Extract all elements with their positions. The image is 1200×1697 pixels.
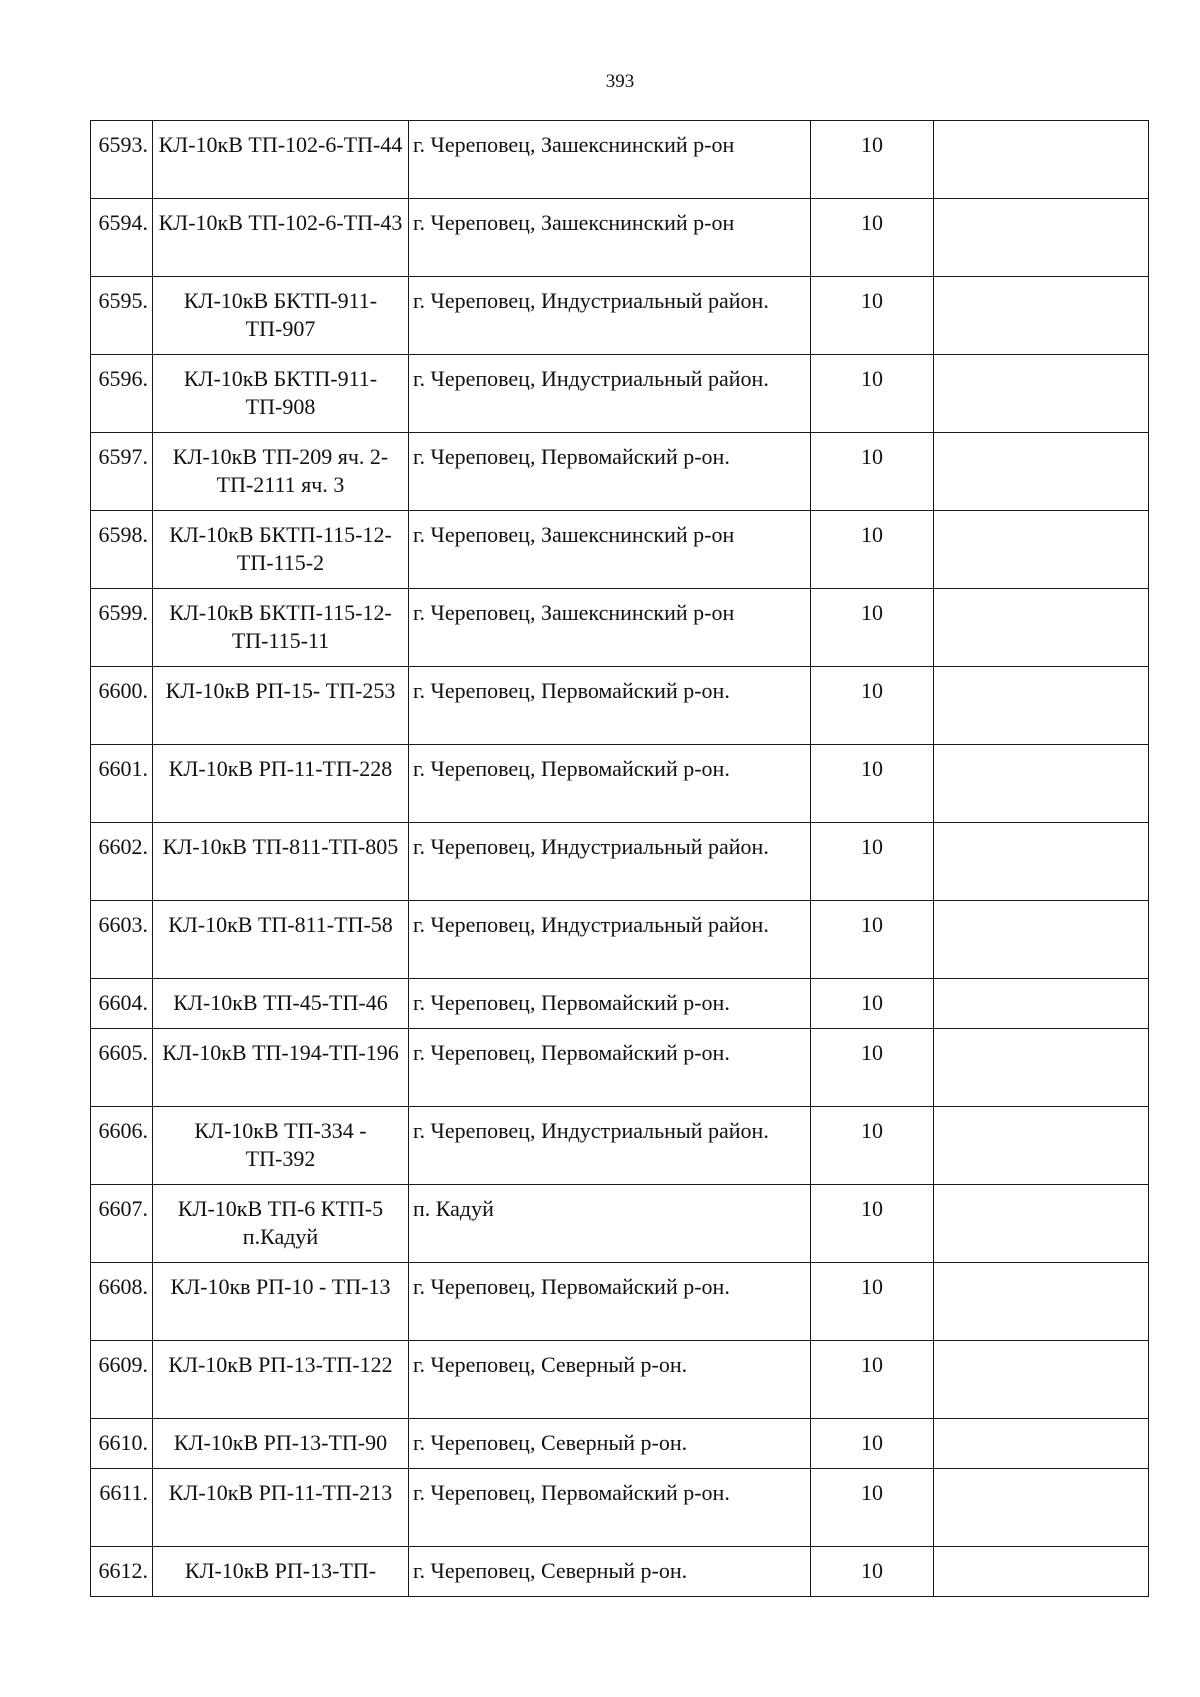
cable-line-name-cell: КЛ-10кв РП-10 - ТП-13 xyxy=(153,1263,409,1341)
row-number-cell: 6604. xyxy=(91,979,153,1029)
voltage-cell: 10 xyxy=(811,355,934,433)
cable-line-name-cell: КЛ-10кВ РП-11-ТП-228 xyxy=(153,745,409,823)
notes-cell xyxy=(934,823,1149,901)
location-cell: г. Череповец, Первомайский р-он. xyxy=(409,667,811,745)
location-cell: г. Череповец, Индустриальный район. xyxy=(409,355,811,433)
voltage-cell: 10 xyxy=(811,1185,934,1263)
row-number-cell: 6601. xyxy=(91,745,153,823)
notes-cell xyxy=(934,1419,1149,1469)
location-cell: г. Череповец, Северный р-он. xyxy=(409,1419,811,1469)
cable-line-name-cell: КЛ-10кВ ТП-209 яч. 2-ТП-2111 яч. 3 xyxy=(153,433,409,511)
notes-cell xyxy=(934,1107,1149,1185)
table-row xyxy=(91,1263,1149,1341)
cable-line-name-cell: КЛ-10кВ ТП-6 КТП-5 п.Кадуй xyxy=(153,1185,409,1263)
location-cell: г. Череповец, Северный р-он. xyxy=(409,1547,811,1597)
location-cell: г. Череповец, Зашекснинский р-он xyxy=(409,121,811,199)
row-number-cell: 6602. xyxy=(91,823,153,901)
location-cell: г. Череповец, Индустриальный район. xyxy=(409,823,811,901)
voltage-cell: 10 xyxy=(811,199,934,277)
table-row xyxy=(91,1185,1149,1263)
voltage-cell: 10 xyxy=(811,1419,934,1469)
notes-cell xyxy=(934,1029,1149,1107)
location-cell: г. Череповец, Первомайский р-он. xyxy=(409,433,811,511)
cable-line-name-cell: КЛ-10кВ ТП-102-6-ТП-44 xyxy=(153,121,409,199)
notes-cell xyxy=(934,1469,1149,1547)
voltage-cell: 10 xyxy=(811,1263,934,1341)
voltage-cell: 10 xyxy=(811,433,934,511)
table-row xyxy=(91,199,1149,277)
cable-line-name-cell: КЛ-10кВ ТП-811-ТП-805 xyxy=(153,823,409,901)
table-row xyxy=(91,589,1149,667)
notes-cell xyxy=(934,1263,1149,1341)
voltage-cell: 10 xyxy=(811,667,934,745)
notes-cell xyxy=(934,121,1149,199)
cable-line-name-cell: КЛ-10кВ БКТП-115-12-ТП-115-2 xyxy=(153,511,409,589)
row-number-cell: 6607. xyxy=(91,1185,153,1263)
location-cell: г. Череповец, Индустриальный район. xyxy=(409,277,811,355)
cable-line-name-cell: КЛ-10кВ ТП-334 - ТП-392 xyxy=(153,1107,409,1185)
voltage-cell: 10 xyxy=(811,745,934,823)
table-row xyxy=(91,745,1149,823)
cable-line-name-cell: КЛ-10кВ БКТП-911-ТП-907 xyxy=(153,277,409,355)
voltage-cell: 10 xyxy=(811,1547,934,1597)
row-number-cell: 6594. xyxy=(91,199,153,277)
table-row xyxy=(91,1341,1149,1419)
cable-line-name-cell: КЛ-10кВ ТП-811-ТП-58 xyxy=(153,901,409,979)
table-row xyxy=(91,511,1149,589)
notes-cell xyxy=(934,1341,1149,1419)
cable-line-name-cell: КЛ-10кВ ТП-45-ТП-46 xyxy=(153,979,409,1029)
notes-cell xyxy=(934,433,1149,511)
cable-line-name-cell: КЛ-10кВ РП-15- ТП-253 xyxy=(153,667,409,745)
notes-cell xyxy=(934,901,1149,979)
notes-cell xyxy=(934,1547,1149,1597)
location-cell: г. Череповец, Зашекснинский р-он xyxy=(409,199,811,277)
table-row xyxy=(91,1029,1149,1107)
voltage-cell: 10 xyxy=(811,1029,934,1107)
voltage-cell: 10 xyxy=(811,1107,934,1185)
cable-line-name-cell: КЛ-10кВ РП-13-ТП-122 xyxy=(153,1341,409,1419)
cable-line-name-cell: КЛ-10кВ РП-11-ТП-213 xyxy=(153,1469,409,1547)
row-number-cell: 6605. xyxy=(91,1029,153,1107)
cable-line-name-cell: КЛ-10кВ РП-13-ТП-90 xyxy=(153,1419,409,1469)
notes-cell xyxy=(934,667,1149,745)
location-cell: г. Череповец, Северный р-он. xyxy=(409,1341,811,1419)
table-row xyxy=(91,1469,1149,1547)
location-cell: г. Череповец, Зашекснинский р-он xyxy=(409,511,811,589)
row-number-cell: 6595. xyxy=(91,277,153,355)
cable-line-name-cell: КЛ-10кВ БКТП-115-12-ТП-115-11 xyxy=(153,589,409,667)
table-row xyxy=(91,979,1149,1029)
voltage-cell: 10 xyxy=(811,1469,934,1547)
location-cell: г. Череповец, Первомайский р-он. xyxy=(409,1029,811,1107)
row-number-cell: 6606. xyxy=(91,1107,153,1185)
notes-cell xyxy=(934,199,1149,277)
notes-cell xyxy=(934,277,1149,355)
location-cell: г. Череповец, Первомайский р-он. xyxy=(409,979,811,1029)
voltage-cell: 10 xyxy=(811,1341,934,1419)
notes-cell xyxy=(934,979,1149,1029)
cable-line-registry-table xyxy=(90,120,1149,1597)
page-number: 393 xyxy=(605,71,635,92)
notes-cell xyxy=(934,511,1149,589)
table-row xyxy=(91,1107,1149,1185)
voltage-cell: 10 xyxy=(811,121,934,199)
cable-line-name-cell: КЛ-10кВ БКТП-911-ТП-908 xyxy=(153,355,409,433)
voltage-cell: 10 xyxy=(811,979,934,1029)
voltage-cell: 10 xyxy=(811,901,934,979)
table-row xyxy=(91,667,1149,745)
voltage-cell: 10 xyxy=(811,277,934,355)
row-number-cell: 6593. xyxy=(91,121,153,199)
location-cell: г. Череповец, Первомайский р-он. xyxy=(409,1263,811,1341)
table-row xyxy=(91,901,1149,979)
location-cell: г. Череповец, Индустриальный район. xyxy=(409,1107,811,1185)
location-cell: г. Череповец, Индустриальный район. xyxy=(409,901,811,979)
row-number-cell: 6610. xyxy=(91,1419,153,1469)
row-number-cell: 6603. xyxy=(91,901,153,979)
row-number-cell: 6611. xyxy=(91,1469,153,1547)
notes-cell xyxy=(934,355,1149,433)
table-row xyxy=(91,433,1149,511)
location-cell: г. Череповец, Первомайский р-он. xyxy=(409,1469,811,1547)
cable-line-name-cell: КЛ-10кВ ТП-102-6-ТП-43 xyxy=(153,199,409,277)
notes-cell xyxy=(934,745,1149,823)
table-row xyxy=(91,355,1149,433)
table-row xyxy=(91,121,1149,199)
table-row xyxy=(91,277,1149,355)
notes-cell xyxy=(934,1185,1149,1263)
table-row xyxy=(91,823,1149,901)
row-number-cell: 6609. xyxy=(91,1341,153,1419)
notes-cell xyxy=(934,589,1149,667)
row-number-cell: 6608. xyxy=(91,1263,153,1341)
voltage-cell: 10 xyxy=(811,511,934,589)
row-number-cell: 6600. xyxy=(91,667,153,745)
registry-table-body xyxy=(91,121,1149,1597)
location-cell: п. Кадуй xyxy=(409,1185,811,1263)
row-number-cell: 6599. xyxy=(91,589,153,667)
cable-line-name-cell: КЛ-10кВ РП-13-ТП- xyxy=(153,1547,409,1597)
voltage-cell: 10 xyxy=(811,589,934,667)
table-row xyxy=(91,1547,1149,1597)
row-number-cell: 6597. xyxy=(91,433,153,511)
row-number-cell: 6612. xyxy=(91,1547,153,1597)
row-number-cell: 6598. xyxy=(91,511,153,589)
table-row xyxy=(91,1419,1149,1469)
location-cell: г. Череповец, Зашекснинский р-он xyxy=(409,589,811,667)
voltage-cell: 10 xyxy=(811,823,934,901)
cable-line-name-cell: КЛ-10кВ ТП-194-ТП-196 xyxy=(153,1029,409,1107)
row-number-cell: 6596. xyxy=(91,355,153,433)
location-cell: г. Череповец, Первомайский р-он. xyxy=(409,745,811,823)
